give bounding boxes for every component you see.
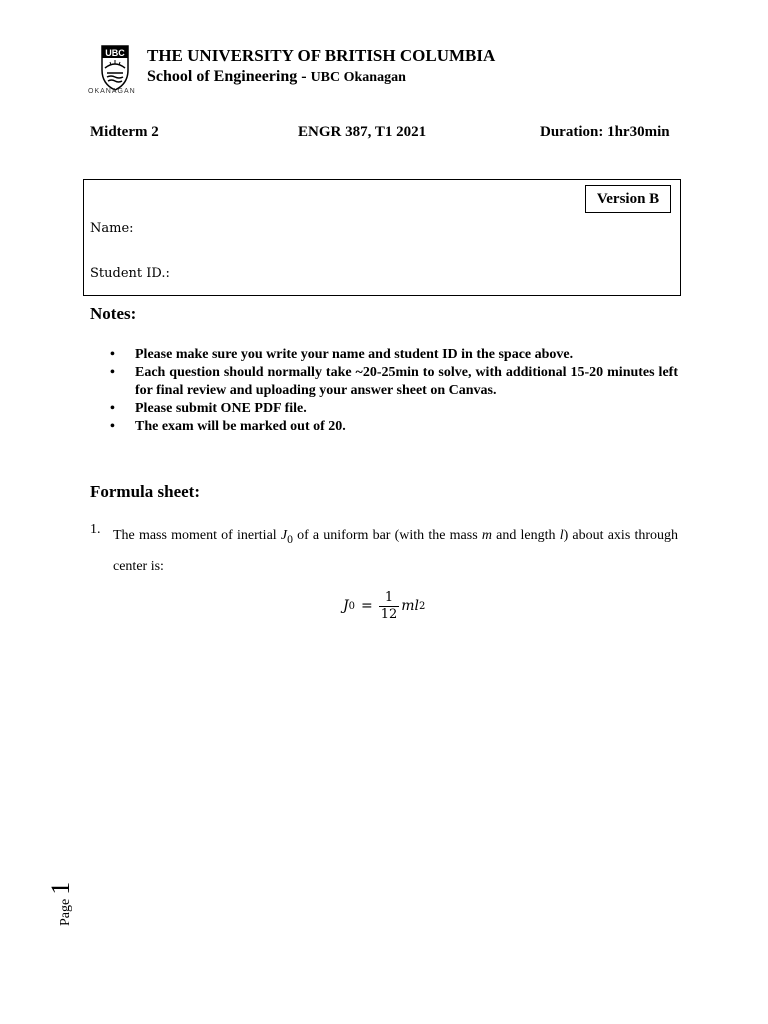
symbol-j-subscript: 0 [287, 532, 293, 546]
formula-item-text [113, 522, 678, 580]
midterm-label: Midterm 2 [90, 124, 159, 140]
symbol-j: J [280, 528, 288, 543]
university-title: THE UNIVERSITY OF BRITISH COLUMBIA [147, 46, 496, 65]
name-field-label: Name: [90, 221, 134, 236]
duration-label: Duration: 1hr30min [540, 124, 670, 140]
formula-sheet-heading: Formula sheet: [90, 482, 201, 501]
formula-item-number: 1. [90, 522, 101, 537]
bullet-icon: • [110, 347, 115, 362]
bullet-icon: • [110, 401, 115, 416]
fraction-denominator: 12 [380, 606, 398, 622]
symbol-l: l [559, 528, 564, 543]
bullet-icon: • [110, 365, 115, 380]
note-text: Each question should normally take ~20-25min to solve, with additional 15-20 minutes left for final review and uploading your answer sheet on Canvas. [135, 365, 678, 398]
equation-rhs-superscript: 2 [419, 600, 426, 612]
note-text: Please submit ONE PDF file. [135, 401, 307, 416]
list-item [110, 364, 678, 400]
logo-caption: OKANAGAN [88, 88, 136, 94]
fraction-numerator: 1 [384, 589, 394, 605]
equation-equals: = [361, 598, 373, 614]
formula-text-segment: The mass moment of inertial [113, 528, 281, 543]
logo-text: UBC [105, 48, 125, 58]
page-number-marker [46, 882, 76, 926]
course-label: ENGR 387, T1 2021 [298, 124, 427, 140]
campus-name: UBC Okanagan [310, 70, 406, 85]
formula-text-segment: and length [491, 528, 560, 543]
student-id-field-label: Student ID.: [90, 266, 170, 281]
notes-heading: Notes: [90, 304, 137, 323]
equation-lhs: J [343, 598, 349, 614]
page-number: 1 [46, 881, 75, 895]
bullet-icon: • [110, 419, 115, 434]
formula-text-segment: of a uniform bar (with the mass [292, 528, 482, 543]
equation-fraction [379, 590, 400, 623]
formula-text-segment: ) about axis through center is: [113, 528, 678, 574]
list-item [110, 418, 678, 436]
page-word: Page [58, 898, 73, 926]
version-badge: Version B [585, 185, 671, 213]
equation-rhs: ml [401, 598, 420, 614]
note-text: The exam will be marked out of 20. [135, 419, 346, 434]
note-text: Please make sure you write your name and student ID in the space above. [135, 347, 574, 362]
notes-list [110, 346, 678, 436]
list-item [110, 346, 678, 364]
moment-of-inertia-equation [343, 586, 425, 626]
equation-lhs-subscript: 0 [348, 600, 355, 612]
school-name: School of Engineering - [147, 68, 311, 85]
list-item [110, 400, 678, 418]
symbol-m: m [481, 528, 492, 543]
school-line [147, 68, 406, 86]
